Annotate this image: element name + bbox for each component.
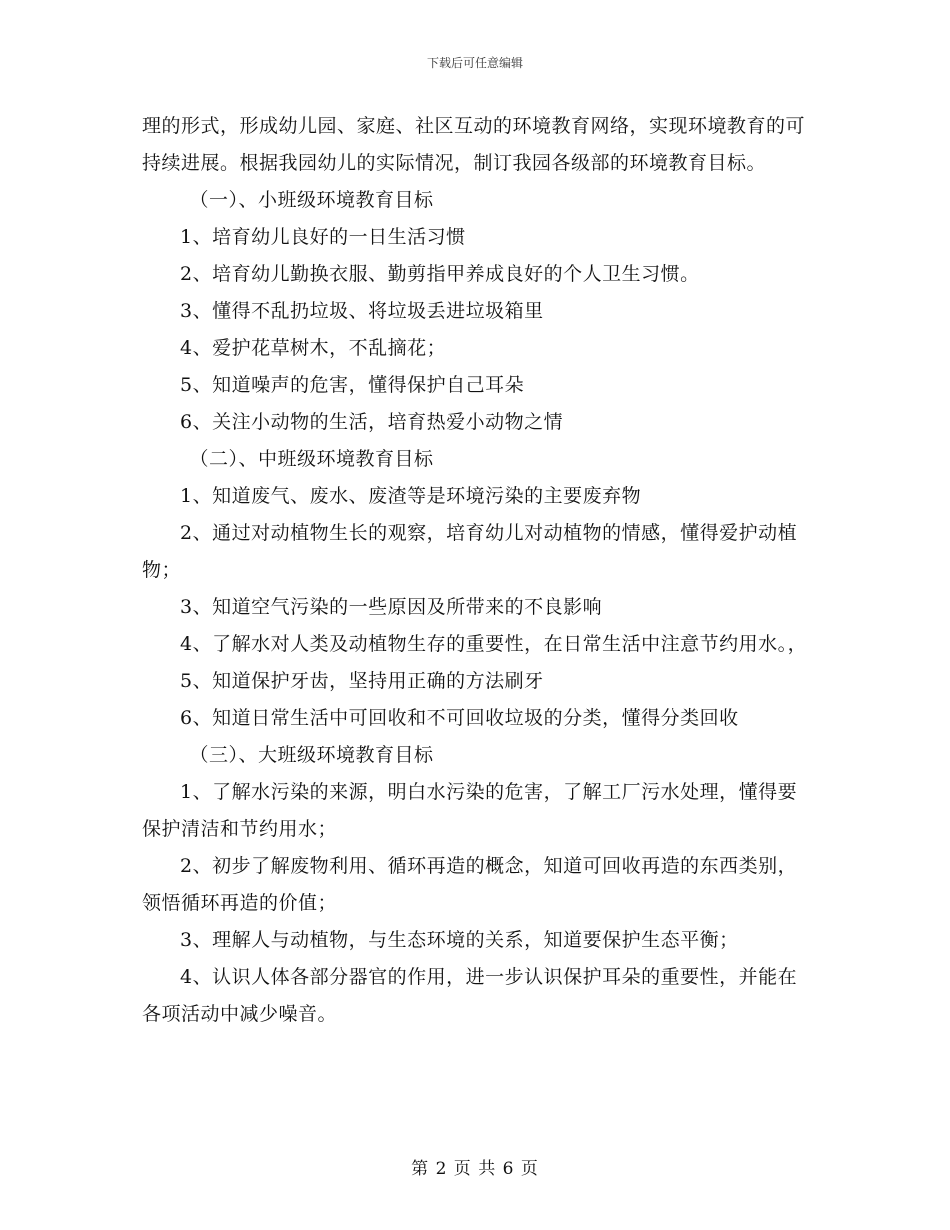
- paragraph: 理的形式，形成幼儿园、家庭、社区互动的环境教育网络，实现环境教育的可持续进展。根据我园幼儿的实际情况，制订我园各级部的环境教育目标。: [142, 115, 806, 174]
- list-item: 1、了解水污染的来源，明白水污染的危害，了解工厂污水处理，懂得要保护清洁和节约用水；: [142, 781, 798, 840]
- list-item: 2、通过对动植物生长的观察，培育幼儿对动植物的情感，懂得爱护动植物；: [142, 522, 798, 581]
- list-item: 5、知道噪声的危害，懂得保护自己耳朵: [180, 374, 525, 396]
- list-item: 1、培育幼儿良好的一日生活习惯: [180, 226, 466, 248]
- list-item: 2、培育幼儿勤换衣服、勤剪指甲养成良好的个人卫生习惯。: [180, 263, 700, 285]
- section-heading-large-class: （三）、大班级环境教育目标: [189, 744, 434, 766]
- list-item: 1、知道废气、废水、废渣等是环境污染的主要废弃物: [180, 485, 642, 507]
- list-item: 3、知道空气污染的一些原因及所带来的不良影响: [180, 596, 603, 618]
- page-header: 下载后可任意编辑: [426, 56, 523, 70]
- document-body: [142, 108, 810, 1033]
- list-item: 4、爱护花草树木，不乱摘花；: [180, 337, 447, 359]
- list-item: 6、知道日常生活中可回收和不可回收垃圾的分类，懂得分类回收: [180, 707, 739, 729]
- page-number-footer: 第 2 页 共 6 页: [411, 1159, 539, 1179]
- section-heading-small-class: （一）、小班级环境教育目标: [189, 189, 434, 211]
- list-item: 5、知道保护牙齿，坚持用正确的方法刷牙: [180, 670, 544, 692]
- section-heading-middle-class: （二）、中班级环境教育目标: [189, 448, 434, 470]
- list-item: 3、懂得不乱扔垃圾、将垃圾丢进垃圾箱里: [180, 300, 544, 322]
- list-item: 2、初步了解废物利用、循环再造的概念，知道可回收再造的东西类别，领悟循环再造的价值；: [142, 855, 798, 914]
- list-item: 6、关注小动物的生活，培育热爱小动物之情: [180, 411, 564, 433]
- list-item: 3、理解人与动植物，与生态环境的关系，知道要保护生态平衡；: [180, 929, 739, 951]
- list-item: 4、了解水对人类及动植物生存的重要性，在日常生活中注意节约用水。，: [180, 633, 808, 655]
- list-item: 4、认识人体各部分器官的作用，进一步认识保护耳朵的重要性，并能在各项活动中减少噪音。: [142, 966, 798, 1025]
